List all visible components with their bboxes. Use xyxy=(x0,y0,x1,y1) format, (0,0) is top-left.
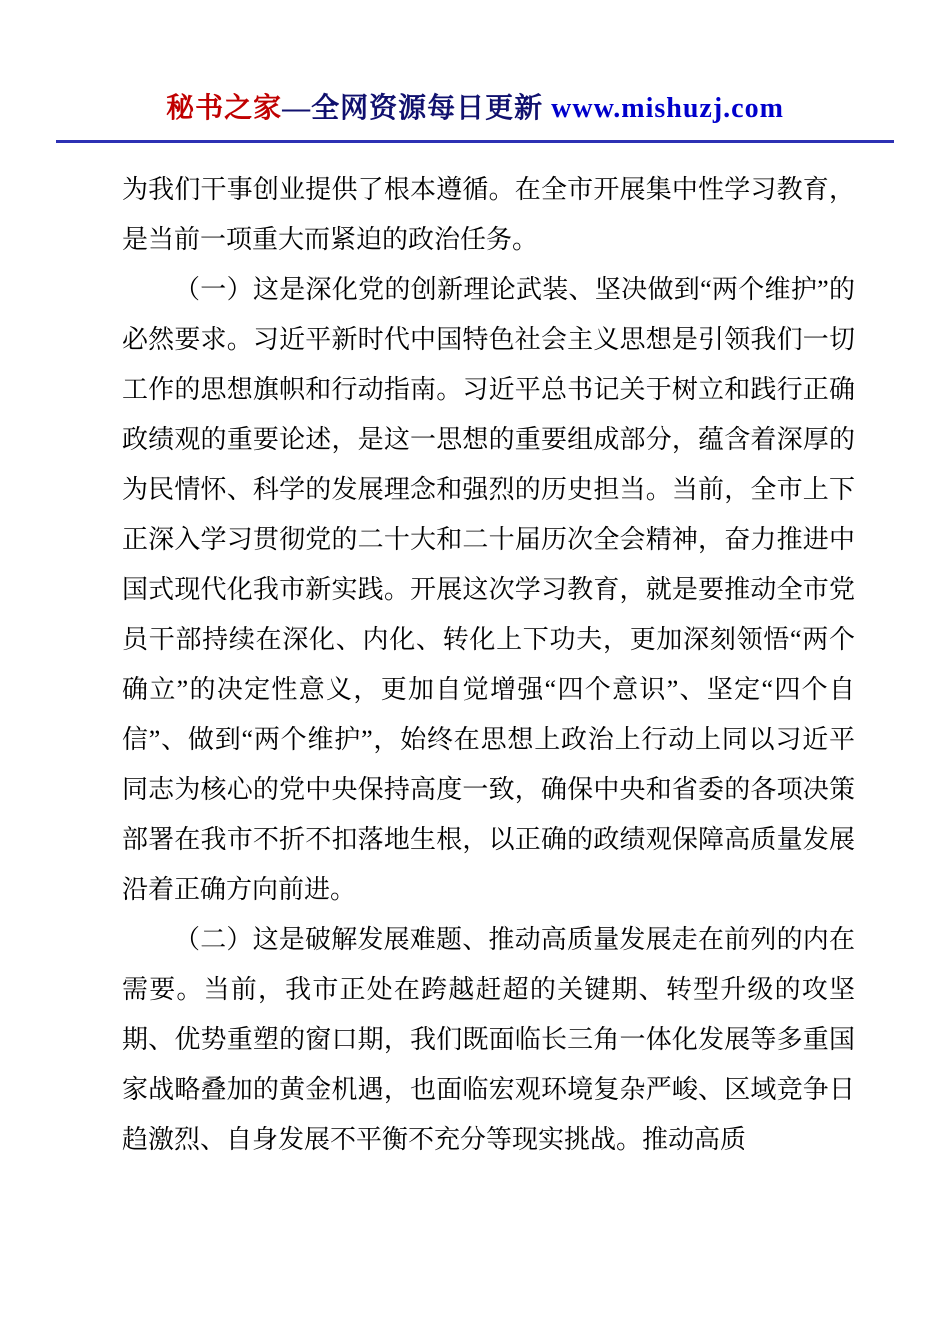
site-url-link[interactable]: www.mishuzj.com xyxy=(551,93,784,124)
site-brand: 秘书之家 xyxy=(166,93,283,124)
paragraph-point-one: （一）这是深化党的创新理论武装、坚决做到“两个维护”的必然要求。习近平新时代中国特色社会主义思想是引领我们一切工作的思想旗帜和行动指南。习近平总书记关于树立和践行正确政绩观的重要论述，是这一思想的重要组成部分，蕴含着深厚的为民情怀、科学的发展理念和强烈的历史担当。当前，全市上下正深入学习贯彻党的二十大和二十届历次全会精神，奋力推进中国式现代化我市新实践。开展这次学习教育，就是要推动全市党员干部持续在深化、内化、转化上下功夫，更加深刻领悟“两个确立”的决定性意义，更加自觉增强“四个意识”、坚定“四个自信”、做到“两个维护”，始终在思想上政治上行动上同以习近平同志为核心的党中央保持高度一致，确保中央和省委的各项决策部署在我市不折不扣落地生根，以正确的政绩观保障高质量发展沿着正确方向前进。 xyxy=(122,275,855,904)
paragraph-continuation: 为我们干事创业提供了根本遵循。在全市开展集中性学习教育，是当前一项重大而紧迫的政治任务。 xyxy=(122,175,855,254)
paragraph-point-two: （二）这是破解发展难题、推动高质量发展走在前列的内在需要。当前，我市正处在跨越赶超的关键期、转型升级的攻坚期、优势重塑的窗口期，我们既面临长三角一体化发展等多重国家战略叠加的黄金机遇，也面临宏观环境复杂严峻、区域竞争日趋激烈、自身发展不平衡不充分等现实挑战。推动高质 xyxy=(122,925,855,1154)
site-tagline: —全网资源每日更新 xyxy=(282,93,552,124)
site-header xyxy=(0,0,950,126)
document-body xyxy=(0,143,950,1165)
